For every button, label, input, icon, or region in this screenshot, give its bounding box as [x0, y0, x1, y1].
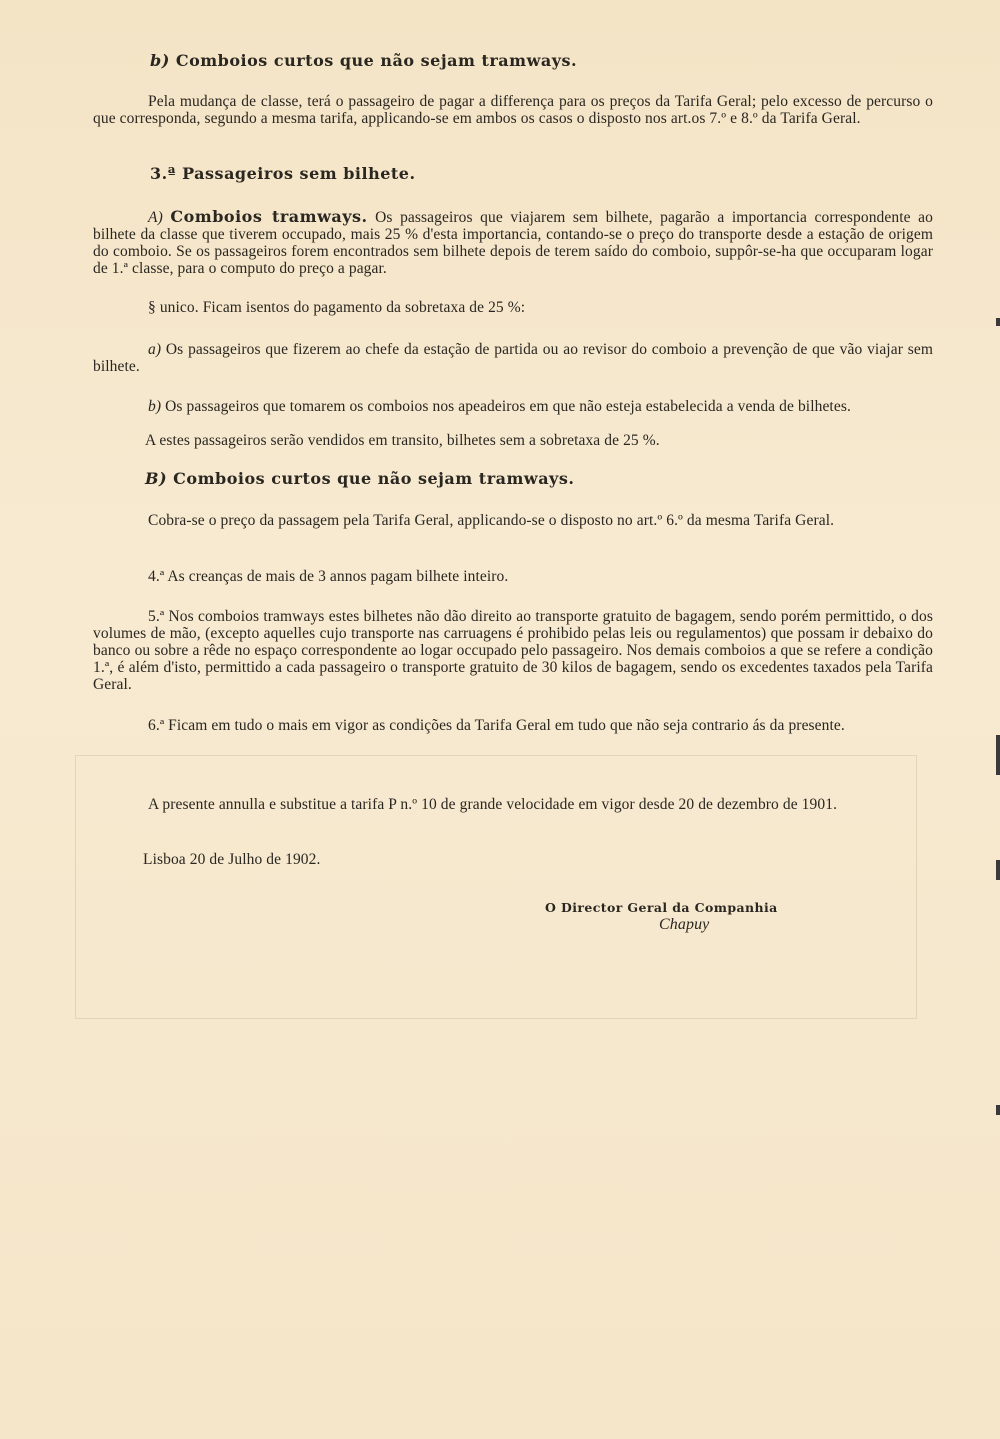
unico-paragraph: § unico. Ficam isentos do pagamento da sobretaxa de 25 %:: [148, 299, 526, 316]
section-number: 3.ª: [150, 164, 176, 183]
page-edge-mark: [996, 860, 1000, 880]
sub-prefix: A): [148, 209, 163, 226]
page-edge-mark: [996, 735, 1000, 775]
item-prefix: a): [148, 341, 162, 358]
heading-prefix: B): [145, 469, 168, 488]
section-A-paragraph: [93, 208, 933, 277]
section-3-heading: [93, 165, 933, 182]
section-B-paragraph: Cobra-se o preço da passagem pela Tarifa Geral, applicando-se o disposto no art.º 6.º da mesma Tarifa Geral.: [148, 512, 835, 529]
heading-title: Comboios curtos que não sejam tramways.: [175, 51, 578, 70]
condition-6: 6.ª Ficam em tudo o mais em vigor as condições da Tarifa Geral em tudo que não seja contrario ás da presente.: [148, 717, 845, 734]
section-B-heading: [93, 470, 933, 487]
signature-title: O Director Geral da Companhia: [545, 900, 778, 915]
item-b-continuation: A estes passageiros serão vendidos em transito, bilhetes sem a sobretaxa de 25 %.: [145, 432, 660, 449]
section-b-heading: [93, 52, 933, 69]
section-title: Passageiros sem bilhete.: [182, 164, 416, 183]
section-b-paragraph: Pela mudança de classe, terá o passageiro de pagar a differença para os preços da Tarifa Geral; pelo excesso de percurso o que corresponda, segundo a mesma tarifa, applicando-se em ambos os casos o disposto nos art.os 7.º e 8.º da Tarifa Geral.: [93, 93, 933, 127]
item-b-paragraph: [93, 398, 933, 415]
page-edge-mark: [996, 1105, 1000, 1115]
sub-title: Comboios tramways.: [170, 207, 368, 226]
show-through-frame: [75, 755, 917, 1019]
heading-title: Comboios curtos que não sejam tramways.: [173, 469, 575, 488]
heading-prefix: b): [150, 51, 170, 70]
condition-5: 5.ª Nos comboios tramways estes bilhetes não dão direito ao transporte gratuito de bagagem, sendo porém permittido, o dos volumes de mão, (excepto aquelles cujo transporte nas carruagens é prohibido pelas leis ou regulamentos) que possam ir debaixo do banco ou sobre a rêde no espaço correspondente ao logar occupado pelo passageiro. Nos demais comboios a que se refere a condição 1.ª, é além d'isto, permittido a cada passageiro o transporte gratuito de 30 kilos de bagagem, sendo os excedentes taxados pela Tarifa Geral.: [93, 608, 933, 693]
signature-name: Chapuy: [659, 916, 710, 933]
condition-4: 4.ª As creanças de mais de 3 annos pagam bilhete inteiro.: [148, 568, 509, 585]
item-a-paragraph: [93, 341, 933, 375]
item-prefix: b): [148, 398, 162, 415]
item-text: Os passageiros que tomarem os comboios nos apeadeiros em que não esteja estabelecida a venda de bilhetes.: [165, 398, 851, 415]
date-line: Lisboa 20 de Julho de 1902.: [143, 851, 321, 868]
page-edge-mark: [996, 318, 1000, 326]
sub-text: Os passageiros que viajarem sem bilhete, pagarão a importancia correspondente ao bilhete da classe que tiverem occupado, mais 25 % d'esta importancia, contando-se o preço do transporte desde a estação de origem do comboio. Se os passageiros forem encontrados sem bilhete depois de terem saído do comboio, suppôr-se-ha que occuparam logar de 1.ª classe, para o computo do preço a pagar.: [93, 209, 933, 277]
annulment-note: A presente annulla e substitue a tarifa P n.º 10 de grande velocidade em vigor desde 20 de dezembro de 1901.: [148, 796, 838, 813]
item-text: Os passageiros que fizerem ao chefe da estação de partida ou ao revisor do comboio a prevenção de que vão viajar sem bilhete.: [93, 341, 933, 375]
